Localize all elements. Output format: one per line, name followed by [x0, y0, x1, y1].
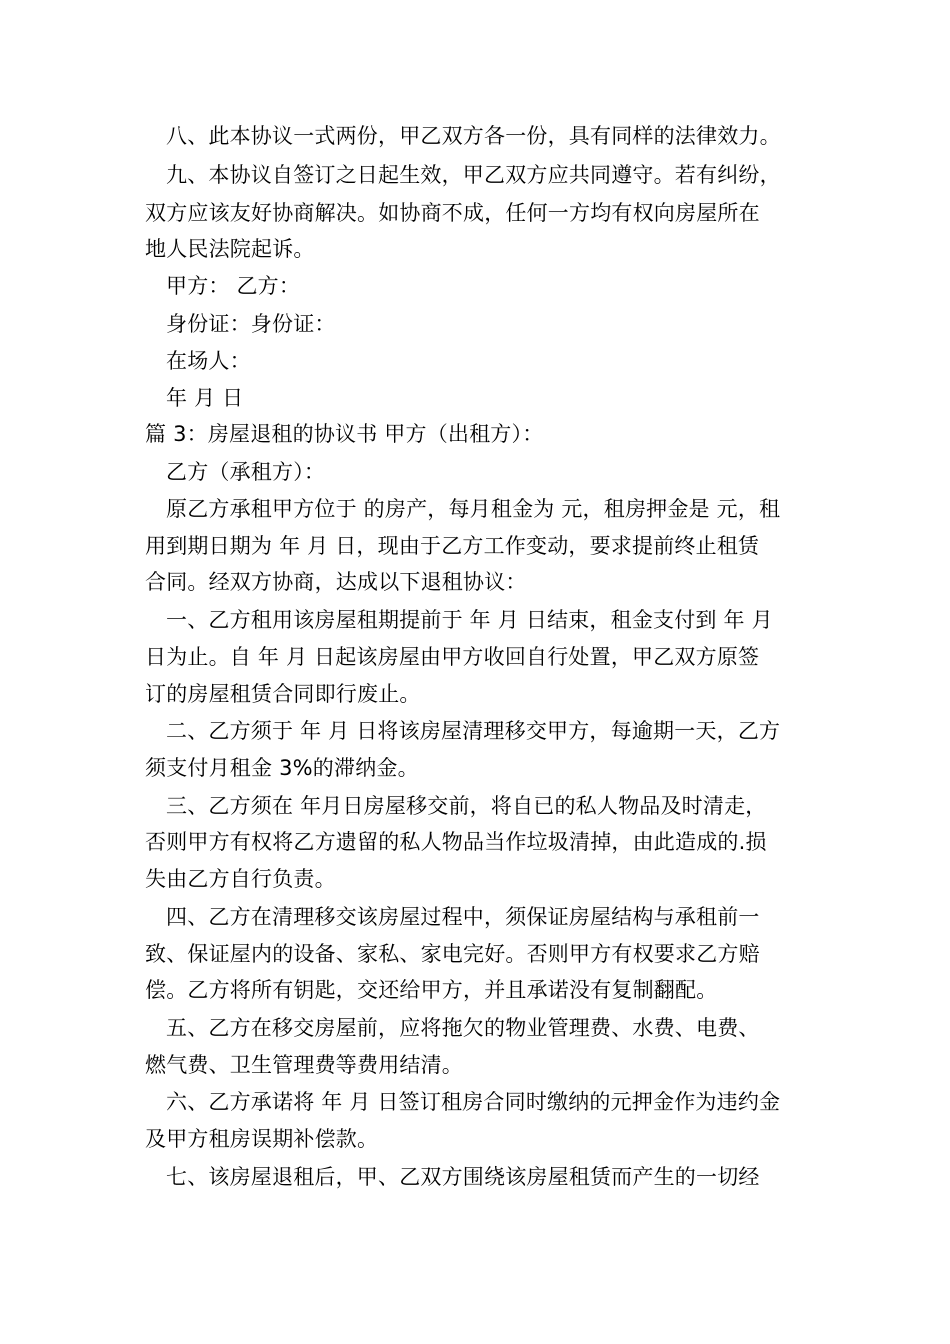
clause-6-line-2: 及甲方租房误期补偿款。 — [145, 1127, 379, 1151]
clause-1-line-1: 一、乙方租用该房屋租期提前于 年 月 日结束，租金支付到 年 月 — [166, 608, 773, 632]
preamble-line-1: 原乙方承租甲方位于 的房产，每月租金为 元，租房押金是 元，租 — [166, 497, 781, 521]
clause-9-line-3: 地人民法院起诉。 — [145, 237, 315, 261]
clause-3-line-3: 失由乙方自行负责。 — [145, 867, 336, 891]
section-3-heading: 篇 3：房屋退租的协议书 甲方（出租方）： — [145, 422, 544, 446]
clause-7-line-1: 七、该房屋退租后，甲、乙双方围绕该房屋租赁而产生的一切经 — [166, 1165, 760, 1189]
clause-4-line-3: 偿。乙方将所有钥匙，交还给甲方，并且承诺没有复制翻配。 — [145, 978, 718, 1002]
clause-9-line-1: 九、本协议自签订之日起生效，甲乙双方应共同遵守。若有纠纷， — [166, 163, 781, 187]
clause-4-line-2: 致、保证屋内的设备、家私、家电完好。否则甲方有权要求乙方赔 — [145, 942, 760, 966]
clause-3-line-1: 三、乙方须在 年月日房屋移交前，将自已的私人物品及时清走， — [166, 794, 767, 818]
date-line: 年 月 日 — [166, 386, 244, 410]
clause-8-line-1: 八、此本协议一式两份，甲乙双方各一份，具有同样的法律效力。 — [166, 124, 781, 148]
clause-2-line-2: 须支付月租金 3%的滞纳金。 — [145, 756, 419, 780]
clause-1-line-3: 订的房屋租赁合同即行废止。 — [145, 682, 421, 706]
clause-2-line-1: 二、乙方须于 年 月 日将该房屋清理移交甲方，每逾期一天，乙方 — [166, 719, 781, 743]
witness-line: 在场人： — [166, 349, 251, 373]
party-signature-line: 甲方： 乙方： — [166, 274, 301, 298]
clause-9-line-2: 双方应该友好协商解决。如协商不成，任何一方均有权向房屋所在 — [145, 201, 760, 225]
clause-6-line-1: 六、乙方承诺将 年 月 日签订租房合同时缴纳的元押金作为违约金 — [166, 1090, 781, 1114]
clause-5-line-1: 五、乙方在移交房屋前，应将拖欠的物业管理费、水费、电费、 — [166, 1016, 760, 1040]
clause-3-line-2: 否则甲方有权将乙方遗留的私人物品当作垃圾清掉，由此造成的.损 — [145, 830, 767, 854]
preamble-line-2: 用到期日期为 年 月 日，现由于乙方工作变动，要求提前终止租赁 — [145, 534, 760, 558]
party-b-line: 乙方（承租方）： — [166, 460, 326, 484]
preamble-line-3: 合同。经双方协商，达成以下退租协议： — [145, 570, 527, 594]
clause-4-line-1: 四、乙方在清理移交该房屋过程中，须保证房屋结构与承租前一 — [166, 905, 760, 929]
clause-1-line-2: 日为止。自 年 月 日起该房屋由甲方收回自行处置，甲乙双方原签 — [145, 645, 760, 669]
id-card-line: 身份证：身份证： — [166, 312, 336, 336]
clause-5-line-2: 燃气费、卫生管理费等费用结清。 — [145, 1053, 463, 1077]
